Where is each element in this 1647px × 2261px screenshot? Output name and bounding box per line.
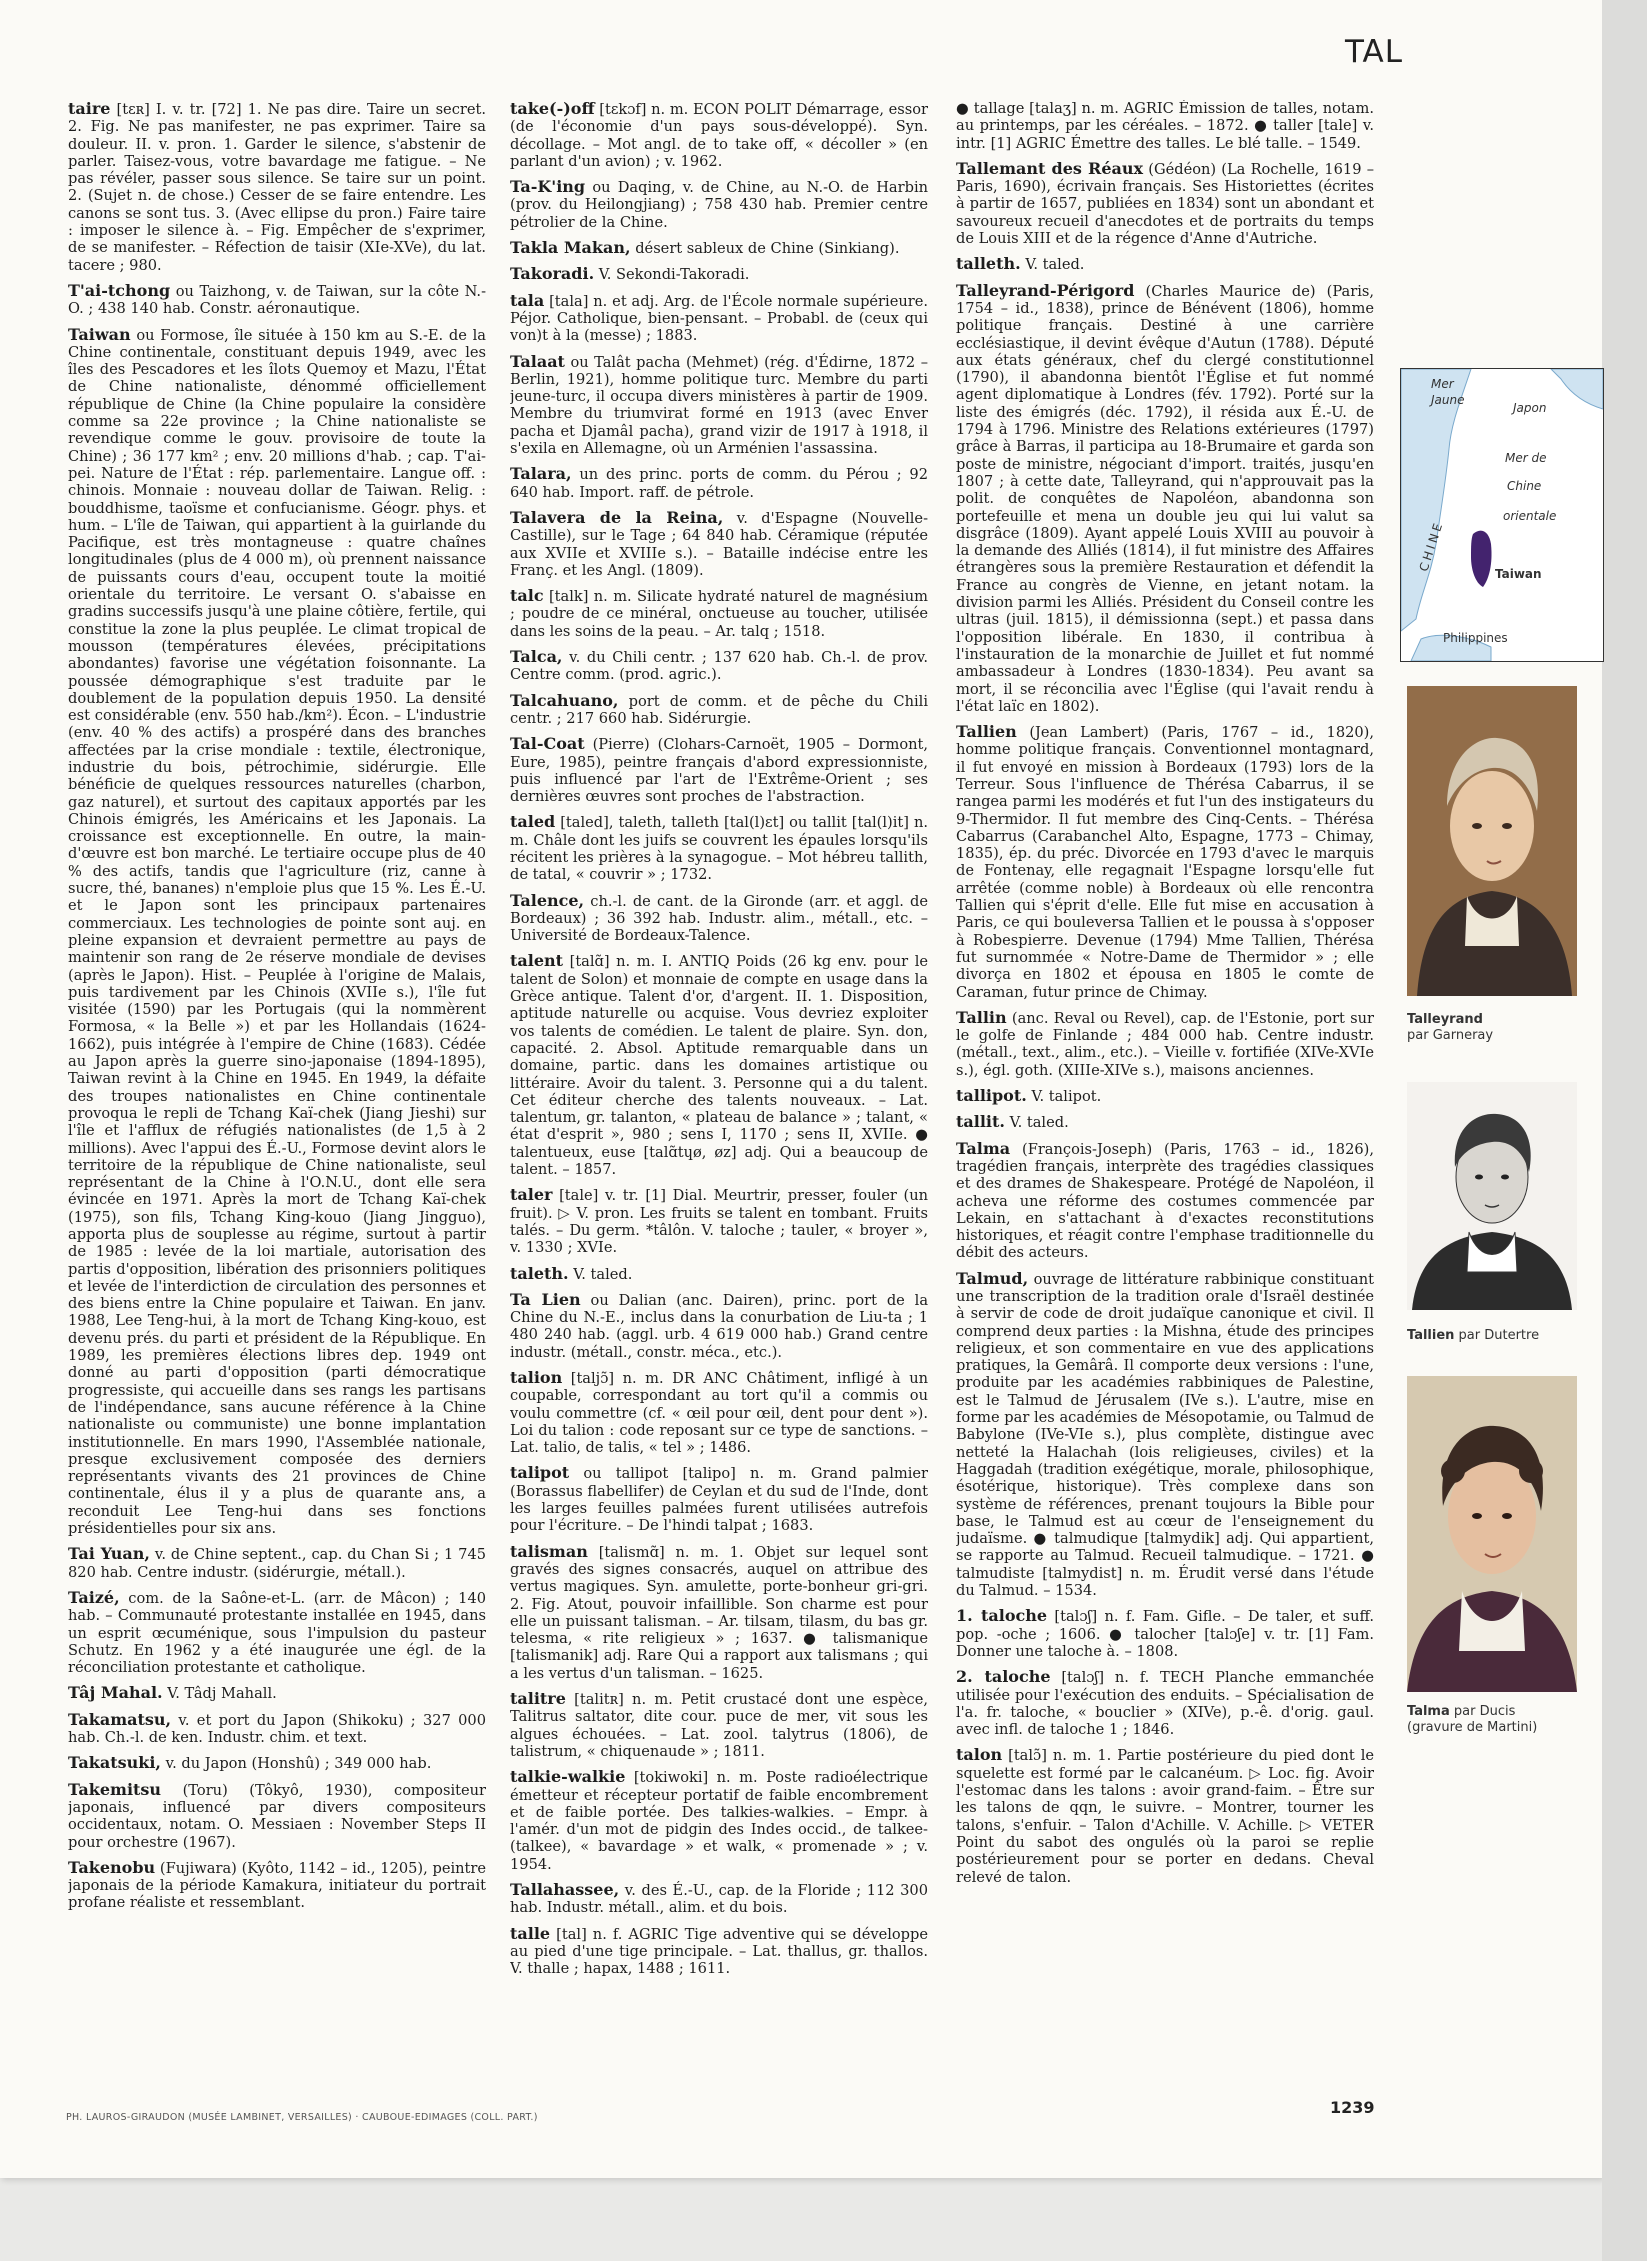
- talleyrand-portrait: [1407, 686, 1577, 996]
- entry-headword: Tal-Coat: [510, 734, 585, 754]
- taiwan-map-drawing: [1401, 369, 1603, 661]
- entry-headword: Talma: [956, 1138, 1011, 1158]
- entry-text: désert sableux de Chine (Sinkiang).: [635, 240, 900, 258]
- dictionary-entry: [956, 1140, 1374, 1262]
- map-label-japon: Japon: [1513, 401, 1547, 415]
- entry-text: [talɔ̃] n. m. 1. Partie postérieure du pied dont le squelette est formé par le calcanéum. ▷ Loc. fig. Avoir l'estomac dans les talons : avoir grand-faim. – Être sur les talons de qqn, le suivre. – Montrer, tourner les talons, s'enfuir. – Talon d'Achille. V. Achille. ▷ VETER Point du sabot des ongulés où la paroi se replie postérieurement pour se porter en dedans. Cheval relevé de talon.: [956, 1747, 1374, 1886]
- entry-headword: Ta Lien: [510, 1289, 581, 1309]
- entry-headword: Takamatsu,: [68, 1709, 172, 1729]
- entry-headword: Talara,: [510, 464, 572, 484]
- entry-headword: Tallin: [956, 1007, 1007, 1027]
- dictionary-entry: [510, 265, 928, 283]
- entry-text: [tal] n. f. AGRIC Tige adventive qui se développe au pied d'une tige principale. – Lat. thallus, gr. thallos. V. thalle ; hapax, 1488 ; 1611.: [510, 1925, 928, 1978]
- dictionary-entry: [68, 1754, 486, 1772]
- entry-headword: talisman: [510, 1541, 588, 1561]
- taiwan-island-shape: [1471, 531, 1492, 587]
- talma-caption-name: Talma: [1407, 1704, 1450, 1719]
- entry-text: V. taled.: [1009, 1114, 1069, 1132]
- entry-text: [tokiwoki] n. m. Poste radioélectrique émetteur et récepteur portatif de faible encombrement et de faible portée. Des talkies-walkies. – Empr. à l'amér. d'un mot de pidgin des Indes occid., de talkee-(talkee), « bavardage » et walk, « promenade » ; v. 1954.: [510, 1769, 928, 1873]
- entry-text: V. Tâdj Mahall.: [167, 1685, 277, 1703]
- dictionary-entry: [68, 1711, 486, 1747]
- entry-headword: talkie-walkie: [510, 1767, 626, 1787]
- entry-headword: Taiwan: [68, 324, 131, 344]
- dictionary-entry: [510, 648, 928, 684]
- dictionary-entry: [956, 1270, 1374, 1600]
- entry-headword: 2. taloche: [956, 1667, 1051, 1687]
- entry-headword: Talcahuano,: [510, 690, 619, 710]
- entry-headword: talion: [510, 1368, 563, 1387]
- dictionary-entry: [510, 1690, 928, 1760]
- dictionary-entry: [510, 292, 928, 345]
- dictionary-entry: [510, 353, 928, 458]
- dictionary-entry: [510, 1265, 928, 1283]
- entry-text: v. et port du Japon (Shikoku) ; 327 000 hab. Ch.-l. de ken. Industr. chim. et text.: [68, 1711, 486, 1747]
- entry-headword: take(-)off: [510, 100, 595, 118]
- entry-text: V. Sekondi-Takoradi.: [598, 266, 750, 284]
- entry-text: [taled], taleth, talleth [tal(l)ɛt] ou tallit [tal(l)it] n. m. Châle dont les juifs se couvrent les épaules lorsqu'ils récitent les prières à la synagogue. – Mot hébreu tallith, de tatal, « couvrir » ; 1732.: [510, 814, 928, 884]
- entry-headword: 1. taloche: [956, 1606, 1048, 1626]
- dictionary-entry: [956, 1746, 1374, 1885]
- talma-caption: [1407, 1704, 1597, 1736]
- dictionary-entry: [68, 1684, 486, 1702]
- entry-text: [tale] v. tr. [1] Dial. Meurtrir, presser, fouler (un fruit). ▷ V. pron. Les fruits se talent en tombant. Fruits talés. – Du germ. *tâlôn. V. taloche ; tauler, « broyer », v. 1330 ; XVIe.: [510, 1187, 928, 1257]
- dictionary-entry: [510, 587, 928, 640]
- entry-headword: Talca,: [510, 647, 563, 667]
- dictionary-entry: [68, 326, 486, 1538]
- entry-text: (Charles Maurice de) (Paris, 1754 – id., 1838), prince de Bénévent (1806), homme politique français. Destiné à une carrière ecclésiastique, il devint évêque d'Autun (1788). Député aux états généraux, chef du clergé constitutionnel (1790), il abandonna bientôt l'Église et fut nommé agent diplomatique à Londres (fév. 1792). Porté sur la liste des émigrés (déc. 1792), il résida aux É.-U. de 1794 à 1796. Ministre des Relations extérieures (1797) grâce à Barras, il participa au 18-Brumaire et garda son poste de ministre, négociant d'import. traités, jusqu'en 1807 ; à cette date, Talleyrand, qui n'approuvait pas la polit. de conquêtes de Napoléon, abandonna son portefeuille et mena un double jeu qui lui valut sa disgrâce (1809). Ayant appelé Louis XVIII au pouvoir à la demande des Alliés (1814), il fut ministre des Affaires étrangères sous la première Restauration et défendit la France au congrès de Vienne, en jetant notam. la division parmi les Alliés. Président du Conseil contre les ultras (juil. 1815), il démissionna (sept.) et passa dans l'opposition libérale. En 1830, il contribua à l'instauration de la monarchie de Juillet et fut nommé ambassadeur à Londres (1830-1834). Peu avant sa mort, il se réconcilia avec l'Église (qui l'avait rendu à l'état laïc en 1802).: [956, 282, 1374, 715]
- entry-text: v. de Chine septent., cap. du Chan Si ; 1 745 820 hab. Centre industr. (sidérurgie, métall.).: [68, 1546, 486, 1581]
- photo-credit: PH. LAUROS-GIRAUDON (MUSÉE LAMBINET, VERSAILLES) · CAUBOUE-EDIMAGES (COLL. PART.): [66, 2112, 538, 2123]
- entry-headword: Talmud,: [956, 1268, 1029, 1288]
- dictionary-entry: [956, 100, 1374, 152]
- talleyrand-caption-by: par Garneray: [1407, 1028, 1494, 1043]
- entry-text: ch.-l. de cant. de la Gironde (arr. et aggl. de Bordeaux) ; 36 392 hab. Industr. alim., métall., etc. – Université de Bordeaux-Talence.: [510, 892, 928, 945]
- entry-headword: tala: [510, 290, 545, 310]
- page-number: 1239: [1330, 2098, 1375, 2117]
- entry-headword: taler: [510, 1185, 553, 1205]
- dictionary-entry: [956, 255, 1374, 273]
- entry-headword: talipot: [510, 1463, 570, 1483]
- dictionary-entry: [956, 723, 1374, 1001]
- dictionary-entry: [510, 1881, 928, 1917]
- entry-headword: Takla Makan,: [510, 238, 631, 258]
- entry-headword: Tallemant des Réaux: [956, 158, 1144, 178]
- entry-headword: Talleyrand-Périgord: [956, 280, 1135, 300]
- entry-headword: Ta-K'ing: [510, 177, 586, 197]
- entry-headword: Tâj Mahal.: [68, 1683, 163, 1703]
- talma-portrait: [1407, 1376, 1577, 1692]
- entry-text: ou Formose, île située à 150 km au S.-E. de la Chine continentale, constituant depuis 1949, avec les îles des Pescadores et les îlots Quemoy et Mazu, l'État de Chine nationaliste, dénommé officiellement république de Chine (la Chine populaire la considère comme sa 22e province ; la Chine nationaliste se revendique comme le gouv. provisoire de toute la Chine) ; 36 177 km² ; env. 20 millions d'hab. ; cap. T'ai-pei. Nature de l'État : rép. parlementaire. Langue off. : chinois. Monnaie : nouveau dollar de Taiwan. Relig. : bouddhisme, taoïsme et confucianisme. Géogr. phys. et hum. – L'île de Taiwan, qui appartient à la guirlande du Pacifique, est très montagneuse : quatre chaînes longitudinales (plus de 4 000 m), où prennent naissance de puissants cours d'eau, occupent toute la moitié orientale du territoire. Le versant O. s'abaisse en gradins successifs jusqu'à une plaine côtière, fertile, qui constitue la zone la plus peuplée. Le climat tropical de mousson (températures élevées, précipitations abondantes) favorise une végétation foisonnante. La poussée démographique s'est traduite par le doublement de la population depuis 1950. La densité est considérable (env. 550 hab./km²). Écon. – L'industrie (env. 40 % des actifs) a prospéré dans des branches affectées par la crise mondiale : textile, électronique, industrie du bois, pétrochimie, sidérurgie. Elle bénéficie de quelques ressources naturelles (charbon, gaz naturel), et surtout des capitaux apportés par les Chinois émigrés, les Américains et les Japonais. La croissance est exceptionnelle. En outre, la main-d'œuvre est bon marché. Le tertiaire occupe plus de 40 % des actifs, tandis que l'agriculture (riz, canne à sucre, thé, bananes) n'emploie plus que 15 %. Les É.-U. et le Japon sont les principaux partenaires commerciaux. Les technologies de pointe sont auj. en pleine expansion et devraient permettre au pays de maintenir son rang de 2e réserve mondiale de devises (après le Japon). Hist. – Peuplée à l'origine de Malais, puis tardivement par les Chinois (XVIIe s.), l'île fut visitée (1590) par les Portugais (qui la nommèrent Formosa, « la Belle ») et par les Hollandais (1624-1662), puis intégrée à l'empire de Chine (1683). Cédée au Japon après la guerre sino-japonaise (1894-1895), Taiwan revint à la Chine en 1945. En 1949, la défaite des troupes nationalistes en Chine continentale provoqua le repli de Tchang Kaï-chek (Jiang Jieshi) sur l'île et l'afflux de réfugiés nationalistes (de 1,5 à 2 millions). Avec l'appui des É.-U., Formose devint alors le territoire de la république de Chine nationaliste, seul représentant de la Chine à l'O.N.U., dont elle sera évincée en 1971. Après la mort de Tchang Kaï-chek (1975), son fils, Tchang King-kouo (Jiang Jingguo), apporta plus de souplesse au régime, surtout à partir de 1985 : levée de la loi martiale, autorisation des partis d'opposition, libération des prisonniers politiques et levée de l'interdiction de circulation des personnes et des biens entre la Chine populaire et Taiwan. En janv. 1988, Lee Teng-hui, à la mort de Tchang King-kouo, est devenu prés. du parti et président de la République. En 1989, les premières élections libres dep. 1949 ont donné au parti d'opposition (parti démocratique progressiste, qui accueille dans ses rangs les partisans de l'indépendance, sans aucune référence à la Chine nationaliste ou communiste) une bonne implantation institutionnelle. En mars 1990, l'Assemblée nationale, presque exclusivement composée des derniers représentants vivants des 21 provinces de Chine continentale, élus il y a plus de quarante ans, a reconduit Lee Teng-hui dans ses fonctions présidentielles pour six ans.: [68, 326, 486, 1538]
- entry-headword: tallit.: [956, 1112, 1005, 1132]
- entry-text: (Fujiwara) (Kyôto, 1142 – id., 1205), peintre japonais de la période Kamakura, initiateur du portrait profane réaliste et ressemblant.: [68, 1859, 486, 1912]
- entry-text: port de comm. et de pêche du Chili centr. ; 217 660 hab. Sidérurgie.: [510, 692, 928, 727]
- entry-text: (Gédéon) (La Rochelle, 1619 – Paris, 1690), écrivain français. Ses Historiettes (écrites à partir de 1657, publiées en 1834) sont un abondant et savoureux recueil d'anecdotes et de portraits du temps de Louis XIII et de la régence d'Anne d'Autriche.: [956, 160, 1374, 248]
- tallien-portrait: [1407, 1082, 1577, 1310]
- entry-text: ou Daqing, v. de Chine, au N.-O. de Harbin (prov. du Heilongjiang) ; 758 430 hab. Premier centre pétrolier de la Chine.: [510, 179, 928, 231]
- entry-text: [taljɔ̃] n. m. DR ANC Châtiment, infligé à un coupable, correspondant au tort qu'il a commis ou voulu commettre (cf. « œil pour œil, dent pour dent »). Loi du talion : code reposant sur ce type de sanctions. – Lat. talio, de talis, « tel » ; 1486.: [510, 1370, 928, 1457]
- dictionary-entry: [956, 282, 1374, 715]
- dictionary-entry: [510, 1543, 928, 1682]
- entry-headword: taire: [68, 100, 111, 118]
- entry-text: [tala] n. et adj. Arg. de l'École normale supérieure. Péjor. Catholique, bien-pensant. – Probabl. de (ceux qui von)t à la (messe) ; 1883.: [510, 292, 928, 345]
- dictionary-entry: [956, 1009, 1374, 1079]
- entry-text: (Pierre) (Clohars-Carnoët, 1905 – Dormont, Eure, 1985), peintre français d'abord expressionniste, puis influencé par l'art de l'Extrême-Orient ; ses dernières œuvres sont proches de l'abstraction.: [510, 736, 928, 806]
- entry-headword: talle: [510, 1923, 551, 1943]
- dictionary-entry: [510, 735, 928, 805]
- china-mainland-shape: [1401, 369, 1471, 631]
- entry-text: ou Dalian (anc. Dairen), princ. port de la Chine du N.-E., inclus dans la conurbation de Liu-ta ; 1 480 240 hab. (aggl. urb. 4 619 000 hab.) Grand centre industr. (métall., constr. méca., etc.).: [510, 1291, 928, 1361]
- entry-headword: Talaat: [510, 351, 565, 371]
- dictionary-entry: [68, 1589, 486, 1676]
- entry-text: V. taled.: [1025, 256, 1085, 274]
- entry-headword: taled: [510, 812, 556, 832]
- talleyrand-caption: [1407, 1012, 1597, 1044]
- talma-caption-by: par Ducis: [1453, 1704, 1516, 1719]
- column-2: [510, 100, 928, 2090]
- dictionary-entry: [956, 1607, 1374, 1660]
- dictionary-entry: [510, 813, 928, 883]
- entry-text: (anc. Reval ou Revel), cap. de l'Estonie, port sur le golfe de Finlande ; 484 000 hab. Centre industr. (métall., text., alim., etc.). – Vieille v. fortifiée (XIVe-XVIe s.), égl. goth. (XIIIe-XIVe s.), maisons anciennes.: [956, 1009, 1374, 1079]
- entry-text: (Jean Lambert) (Paris, 1767 – id., 1820), homme politique français. Conventionnel montagnard, il fut envoyé en mission à Bordeaux (1793) lors de la Terreur. Sous l'influence de Thérésa Cabarrus, il se rangea parmi les modérés et fut l'un des instigateurs du 9-Thermidor. Il fut membre des Cinq-Cents. – Thérésa Cabarrus (Carabanchel Alto, Espagne, 1773 – Chimay, 1835), ép. du préc. Divorcée en 1793 d'avec le marquis de Fontenay, elle regagnait l'Espagne lorsqu'elle fut arrêtée (comme noble) à Bordeaux où elle rencontra Tallien qui s'éprit d'elle. Elle fut mise en accusation à Paris, ce qui bouleversa Tallien et le poussa à s'opposer à Robespierre. Devenue (1794) Mme Tallien, Thérésa fut surnommée « Notre-Dame de Thermidor » ; elle divorça en 1802 et épousa en 1805 le comte de Caraman, futur prince de Chimay.: [956, 724, 1374, 1001]
- entry-text: v. du Chili centr. ; 137 620 hab. Ch.-l. de prov. Centre comm. (prod. agric.).: [510, 649, 928, 684]
- entry-text: (Toru) (Tôkyô, 1930), compositeur japonais, influencé par divers compositeurs occidentaux, notam. O. Messiaen : November Steps II pour orchestre (1967).: [68, 1781, 486, 1851]
- column-3: [956, 100, 1374, 2090]
- dictionary-entry: [68, 100, 486, 274]
- dictionary-entry: [510, 1768, 928, 1873]
- dictionary-entry: [68, 282, 486, 318]
- entry-text: v. du Japon (Honshû) ; 349 000 hab.: [165, 1755, 432, 1773]
- entry-headword: Tallien: [956, 722, 1017, 742]
- entry-headword: Takoradi.: [510, 264, 595, 284]
- scan-edge: [1602, 0, 1647, 2261]
- entry-text: com. de la Saône-et-L. (arr. de Mâcon) ; 140 hab. – Communauté protestante installée en 1945, dans un esprit œcuménique, sous l'impulsion du pasteur Schutz. En 1962 y a été inaugurée une égl. de la réconciliation protestante et catholique.: [68, 1589, 486, 1677]
- talma-painting: [1407, 1376, 1577, 1692]
- dictionary-entry: [956, 1113, 1374, 1131]
- dictionary-entry: [510, 100, 928, 170]
- entry-text: un des princ. ports de comm. du Pérou ; 92 640 hab. Import. raff. de pétrole.: [510, 466, 928, 501]
- entry-text: ● tallage [talaʒ] n. m. AGRIC Émission de talles, notam. au printemps, par les céréales. – 1872. ● taller [tale] v. intr. [1] AGRIC Émettre des talles. Le blé talle. – 1549.: [956, 100, 1374, 152]
- map-label-mer: Mer: [1431, 377, 1454, 391]
- entry-headword: Takemitsu: [68, 1779, 162, 1799]
- column-1: [68, 100, 486, 2090]
- entry-headword: talleth.: [956, 254, 1021, 274]
- entry-text: ouvrage de littérature rabbinique constituant une transcription de la tradition orale d'Israël destinée à servir de code de droit judaïque canonique et civil. Il comprend deux parties : la Mishna, étude des principes religieux, et son commentaire en vue des applications pratiques, la Gemârâ. Il comporte deux versions : l'une, produite par les académies rabbiniques de Palestine, est le Talmud de Jérusalem (IVe s.). L'autre, mise en forme par les académies de Mésopotamie, ou Talmud de Babylone (IVe-VIe s.), plus complète, distingue avec netteté la Halachah (lois religieuses, civiles) et la Haggadah (tradition exégétique, morale, philosophique, ésotérique, historique). Très complexe dans son système de références, prenant toujours la Bible pour base, le Talmud est au cœur de l'enseignement du judaïsme. ● talmudique [talmydik] adj. Qui appartient, se rapporte au Talmud. Recueil talmudique. – 1721. ● talmudiste [talmydist] n. m. Érudit versé dans l'étude du Talmud. – 1534.: [956, 1270, 1374, 1600]
- entry-text: [tɛkɔf] n. m. ECON POLIT Démarrage, essor (de l'économie d'un pays sous-développé). Syn. décollage. – Mot angl. de to take off, « décoller » (en parlant d'un avion) ; v. 1962.: [510, 101, 928, 170]
- tallien-caption: [1407, 1328, 1597, 1344]
- entry-headword: talc: [510, 586, 544, 606]
- entry-text: [talismɑ̃] n. m. 1. Objet sur lequel sont gravés des signes consacrés, auquel on attribue des vertus magiques. Syn. amulette, porte-bonheur gri-gri. 2. Fig. Atout, pouvoir infaillible. Son charme est pour elle un puissant talisman. – Ar. tilsam, tilasm, du bas gr. telesma, « rite religieux » ; 1637. ● talismanique [talismanik] adj. Rare Qui a rapport aux talismans ; qui a les vertus d'un talisman. – 1625.: [510, 1543, 928, 1682]
- entry-headword: Tai Yuan,: [68, 1544, 150, 1564]
- map-label-philippines: Philippines: [1443, 631, 1508, 645]
- entry-text: [talitʀ] n. m. Petit crustacé dont une espèce, Talitrus saltator, dite cour. puce de mer, vit sous les algues échouées. – Lat. zool. talytrus (1806), de talistrum, « chiquenaude » ; 1811.: [510, 1691, 928, 1760]
- entry-text: [talɔʃ] n. f. TECH Planche emmanchée utilisée pour l'exécution des enduits. – Spécialisation de l'a. fr. taloche, « bouclier » (XIVe), p.-ê. d'orig. gaul. avec infl. de taloche 1 ; 1846.: [956, 1669, 1374, 1739]
- dictionary-entry: [510, 509, 928, 579]
- talleyrand-caption-name: Talleyrand: [1407, 1012, 1483, 1027]
- map-label-taiwan: Taiwan: [1495, 567, 1542, 581]
- tallien-caption-name: Tallien: [1407, 1328, 1455, 1343]
- entry-text: (François-Joseph) (Paris, 1763 – id., 1826), tragédien français, interprète des tragédies classiques et des drames de Shakespeare. Protégé de Napoléon, il acheva une réforme des costumes commencée par Lekain, en s'attachant à d'exactes reconstitutions historiques, et réagit contre l'emphase traditionnelle du débit des acteurs.: [956, 1140, 1374, 1262]
- tallien-engraving: [1407, 1082, 1577, 1310]
- entry-text: V. taled.: [573, 1265, 633, 1283]
- entry-headword: talon: [956, 1745, 1003, 1765]
- talleyrand-painting: [1407, 686, 1577, 996]
- map-label-orientale: orientale: [1503, 509, 1557, 523]
- dictionary-entry: [510, 1186, 928, 1256]
- entry-text: v. d'Espagne (Nouvelle-Castille), sur le Tage ; 64 840 hab. Céramique (réputée aux XVIIe et XVIIIe s.). – Bataille indécise entre les Franç. et les Angl. (1809).: [510, 509, 928, 579]
- dictionary-entry: [510, 1291, 928, 1361]
- dictionary-entry: [510, 239, 928, 257]
- entry-headword: Talavera de la Reina,: [510, 507, 724, 527]
- entry-text: [talk] n. m. Silicate hydraté naturel de magnésium ; poudre de ce minéral, onctueuse au toucher, utilisée dans les soins de la peau. – Ar. talq ; 1518.: [510, 588, 928, 640]
- dictionary-entry: [510, 952, 928, 1178]
- map-label-mer-de: Mer de: [1505, 451, 1547, 465]
- dictionary-entry: [956, 160, 1374, 247]
- map-label-china: CHINE: [1416, 518, 1447, 574]
- entry-text: [tɛʀ] I. v. tr. [72] 1. Ne pas dire. Taire un secret. 2. Fig. Ne pas manifester, ne pas exprimer. Taire sa douleur. II. v. pron. 1. Garder le silence, s'abstenir de parler. Taisez-vous, votre bavardage me fatigue. – Ne pas révéler, passer sous silence. Se taire sur un point. 2. (Sujet n. de chose.) Cesser de se faire entendre. Les canons se sont tus. 3. (Avec ellipse du pron.) Faire taire : imposer le silence à. – Fig. Empêcher de s'exprimer, de se manifester. – Réfection de taisir (XIe-XVe), du lat. tacere ; 980.: [68, 101, 486, 274]
- entry-headword: Taizé,: [68, 1587, 120, 1607]
- dictionary-entry: [68, 1859, 486, 1912]
- entry-headword: tallipot.: [956, 1086, 1027, 1106]
- dictionary-entry: [956, 1087, 1374, 1105]
- entry-text: [talɔʃ] n. f. Fam. Gifle. – De taler, et suff. pop. -oche ; 1606. ● talocher [talɔʃe] v. tr. [1] Fam. Donner une taloche à. – 1808.: [956, 1608, 1374, 1660]
- dictionary-entry: [68, 1781, 486, 1851]
- entry-text: ou tallipot [talipo] n. m. Grand palmier (Borassus flabellifer) de Ceylan et du sud de l'Inde, dont les larges feuilles palmées furent utilisées autrefois pour l'écriture. – De l'hindi talpat ; 1683.: [510, 1465, 928, 1535]
- entry-headword: Talence,: [510, 890, 585, 910]
- dictionary-entry: [510, 1925, 928, 1978]
- japan-shape: [1551, 369, 1603, 409]
- dictionary-entry: [510, 1369, 928, 1456]
- entry-headword: T'ai-tchong: [68, 280, 171, 300]
- entry-text: v. des É.-U., cap. de la Floride ; 112 300 hab. Industr. métall., alim. et du bois.: [510, 1882, 928, 1917]
- dictionary-entry: [510, 1464, 928, 1534]
- dictionary-entry: [510, 178, 928, 231]
- taiwan-map: [1400, 368, 1604, 662]
- dictionary-entry: [510, 892, 928, 945]
- dictionary-entry: [510, 692, 928, 728]
- tallien-caption-by: par Dutertre: [1458, 1328, 1540, 1343]
- map-label-chine: Chine: [1507, 479, 1542, 493]
- dictionary-entry: [68, 1545, 486, 1581]
- entry-text: ou Taizhong, v. de Taiwan, sur la côte N.-O. ; 438 140 hab. Constr. aéronautique.: [68, 282, 486, 318]
- running-head: TAL: [1344, 34, 1403, 70]
- dictionary-entry: [956, 1668, 1374, 1738]
- entry-headword: Takatsuki,: [68, 1753, 161, 1773]
- dictionary-entry: [510, 465, 928, 501]
- entry-text: V. talipot.: [1031, 1088, 1102, 1106]
- entry-text: [talɑ̃] n. m. I. ANTIQ Poids (26 kg env. pour le talent de Solon) et monnaie de compte en usage dans la Grèce antique. Talent d'or, d'argent. II. 1. Disposition, aptitude naturelle ou acquise. Vous devriez exploiter vos talents de comédien. Le talent de plaire. Syn. don, capacité. 2. Absol. Aptitude remarquable dans un domaine, partic. dans les domaines artistique ou littéraire. Avoir du talent. 3. Personne qui a du talent. Cet éditeur cherche des talents nouveaux. – Lat. talentum, gr. talanton, « plateau de balance » ; talant, « état d'esprit », 980 ; sens I, 1170 ; sens II, XVIIe. ● talentueux, euse [talɑ̃tɥø, øz] adj. Qui a beaucoup de talent. – 1857.: [510, 953, 928, 1179]
- entry-headword: talitre: [510, 1689, 566, 1709]
- entry-text: ou Talât pacha (Mehmet) (rég. d'Édirne, 1872 – Berlin, 1921), homme politique turc. Membre du parti jeune-turc, il occupa divers ministères à partir de 1909. Membre du triumvirat formé en 1913 (avec Enver pacha et Djamâl pacha), grand vizir de 1917 à 1918, il s'exila en Allemagne, où un Arménien l'assassina.: [510, 353, 928, 458]
- entry-headword: talent: [510, 951, 564, 971]
- talma-caption-note: (gravure de Martini): [1407, 1720, 1538, 1735]
- entry-headword: Tallahassee,: [510, 1880, 620, 1900]
- entry-headword: Takenobu: [68, 1857, 156, 1877]
- entry-headword: taleth.: [510, 1263, 569, 1283]
- map-label-jaune: Jaune: [1431, 393, 1465, 407]
